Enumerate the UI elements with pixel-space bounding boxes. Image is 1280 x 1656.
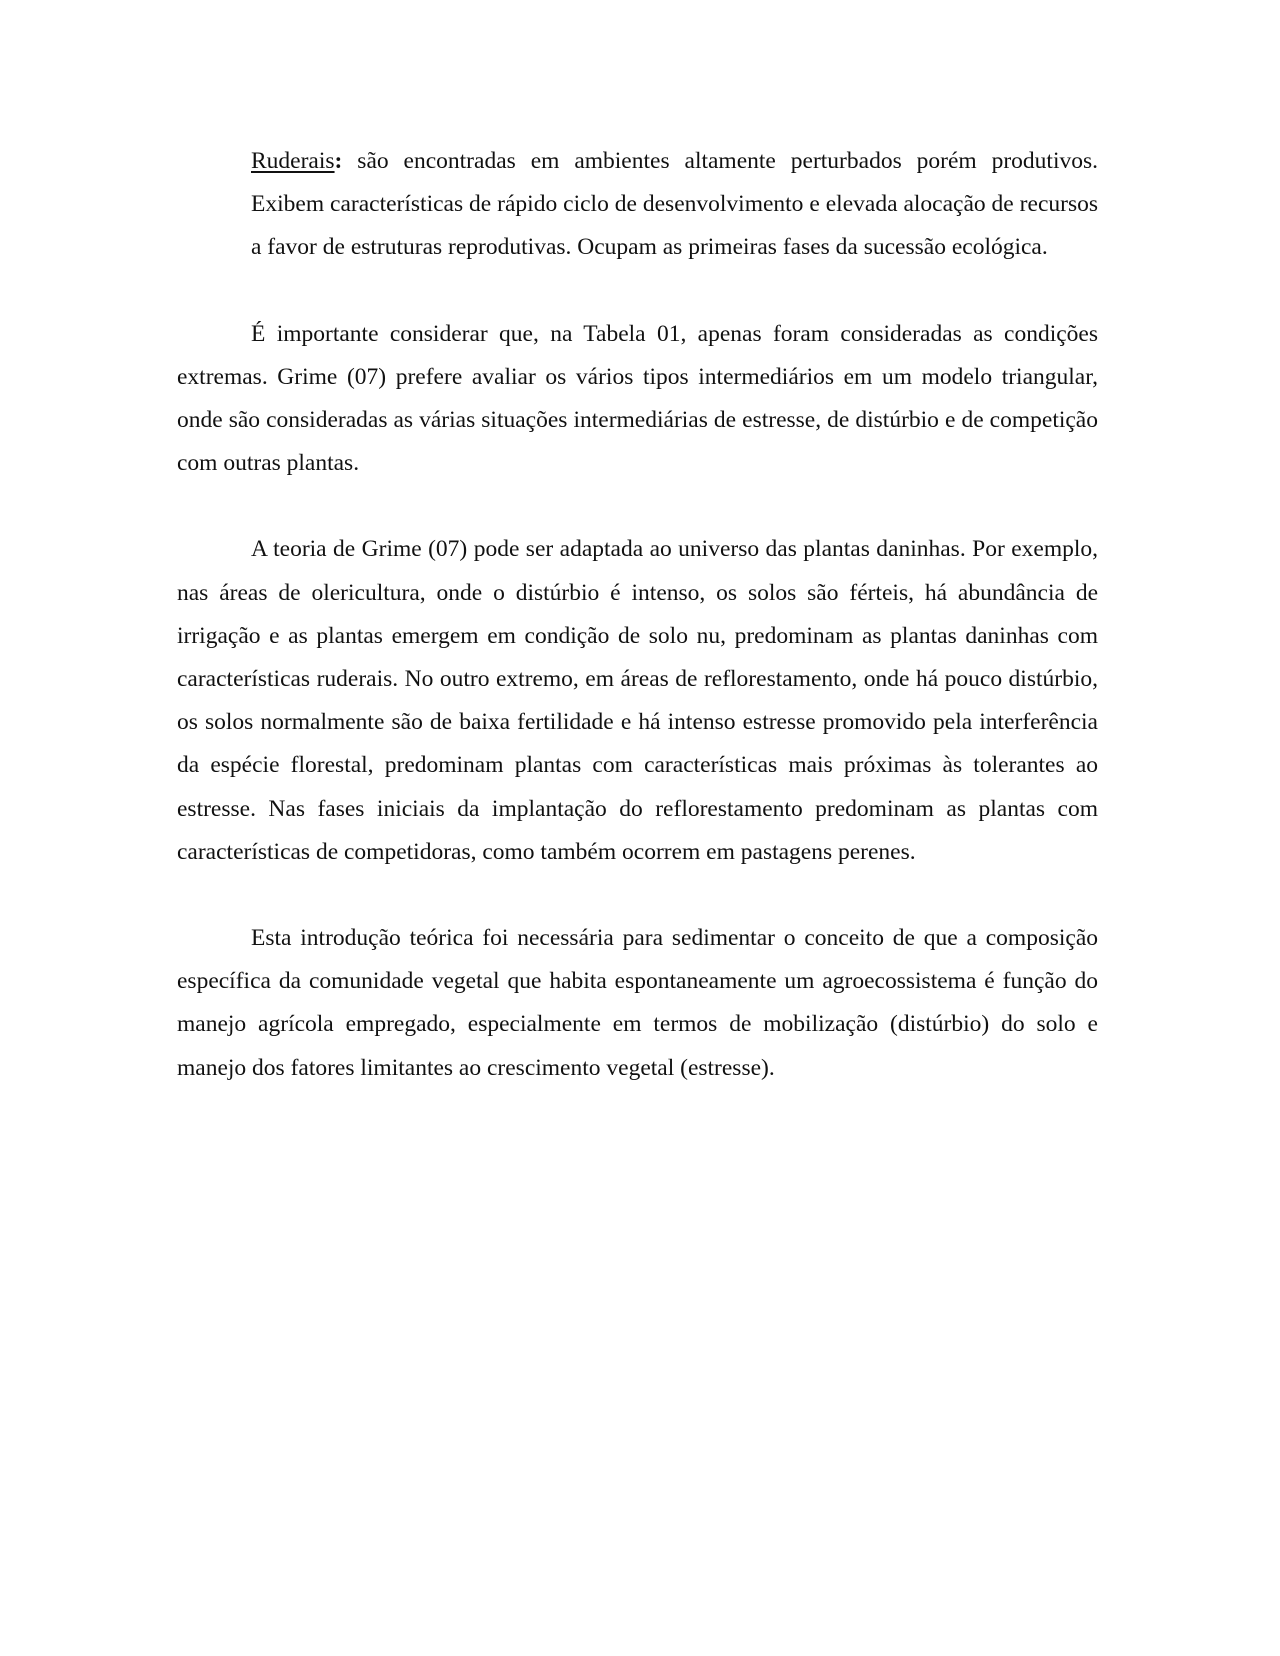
paragraph-tabela: É importante considerar que, na Tabela 01, apenas foram consideradas as condições extremas. Grime (07) prefere avaliar os vários tipos intermediários em um modelo triangular, onde são consideradas as várias situações intermediárias de estresse, de distúrbio e de competição com outras plantas. [177, 320, 1098, 477]
ruderais-text: são encontradas em ambientes altamente perturbados porém produtivos. Exibem características de rápido ciclo de desenvolvimento e elevada alocação de recursos a favor de estruturas reprodutivas. Ocupam as primeiras fases da sucessão ecológica. [251, 148, 1098, 261]
paragraph-teoria-grime: A teoria de Grime (07) pode ser adaptada ao universo das plantas daninhas. Por exemplo, nas áreas de olericultura, onde o distúrbio é intenso, os solos são férteis, há abundância de irrigação e as plantas emergem em condição de solo nu, predominam as plantas daninhas com características ruderais. No outro extremo, em áreas de reflorestamento, onde há pouco distúrbio, os solos normalmente são de baixa fertilidade e há intenso estresse promovido pela interferência da espécie florestal, predominam plantas com características mais próximas às tolerantes ao estresse. Nas fases iniciais da implantação do reflorestamento predominam as plantas com características de competidoras, como também ocorrem em pastagens perenes. [177, 536, 1098, 865]
term-colon: : [334, 148, 343, 174]
page-body [177, 140, 1098, 1090]
paragraph-introducao: Esta introdução teórica foi necessária para sedimentar o conceito de que a composição específica da comunidade vegetal que habita espontaneamente um agroecossistema é função do manejo agrícola empregado, especialmente em termos de mobilização (distúrbio) do solo e manejo dos fatores limitantes ao crescimento vegetal (estresse). [177, 925, 1098, 1081]
ruderais-definition [251, 140, 1098, 270]
term-ruderais: Ruderais [251, 148, 335, 174]
